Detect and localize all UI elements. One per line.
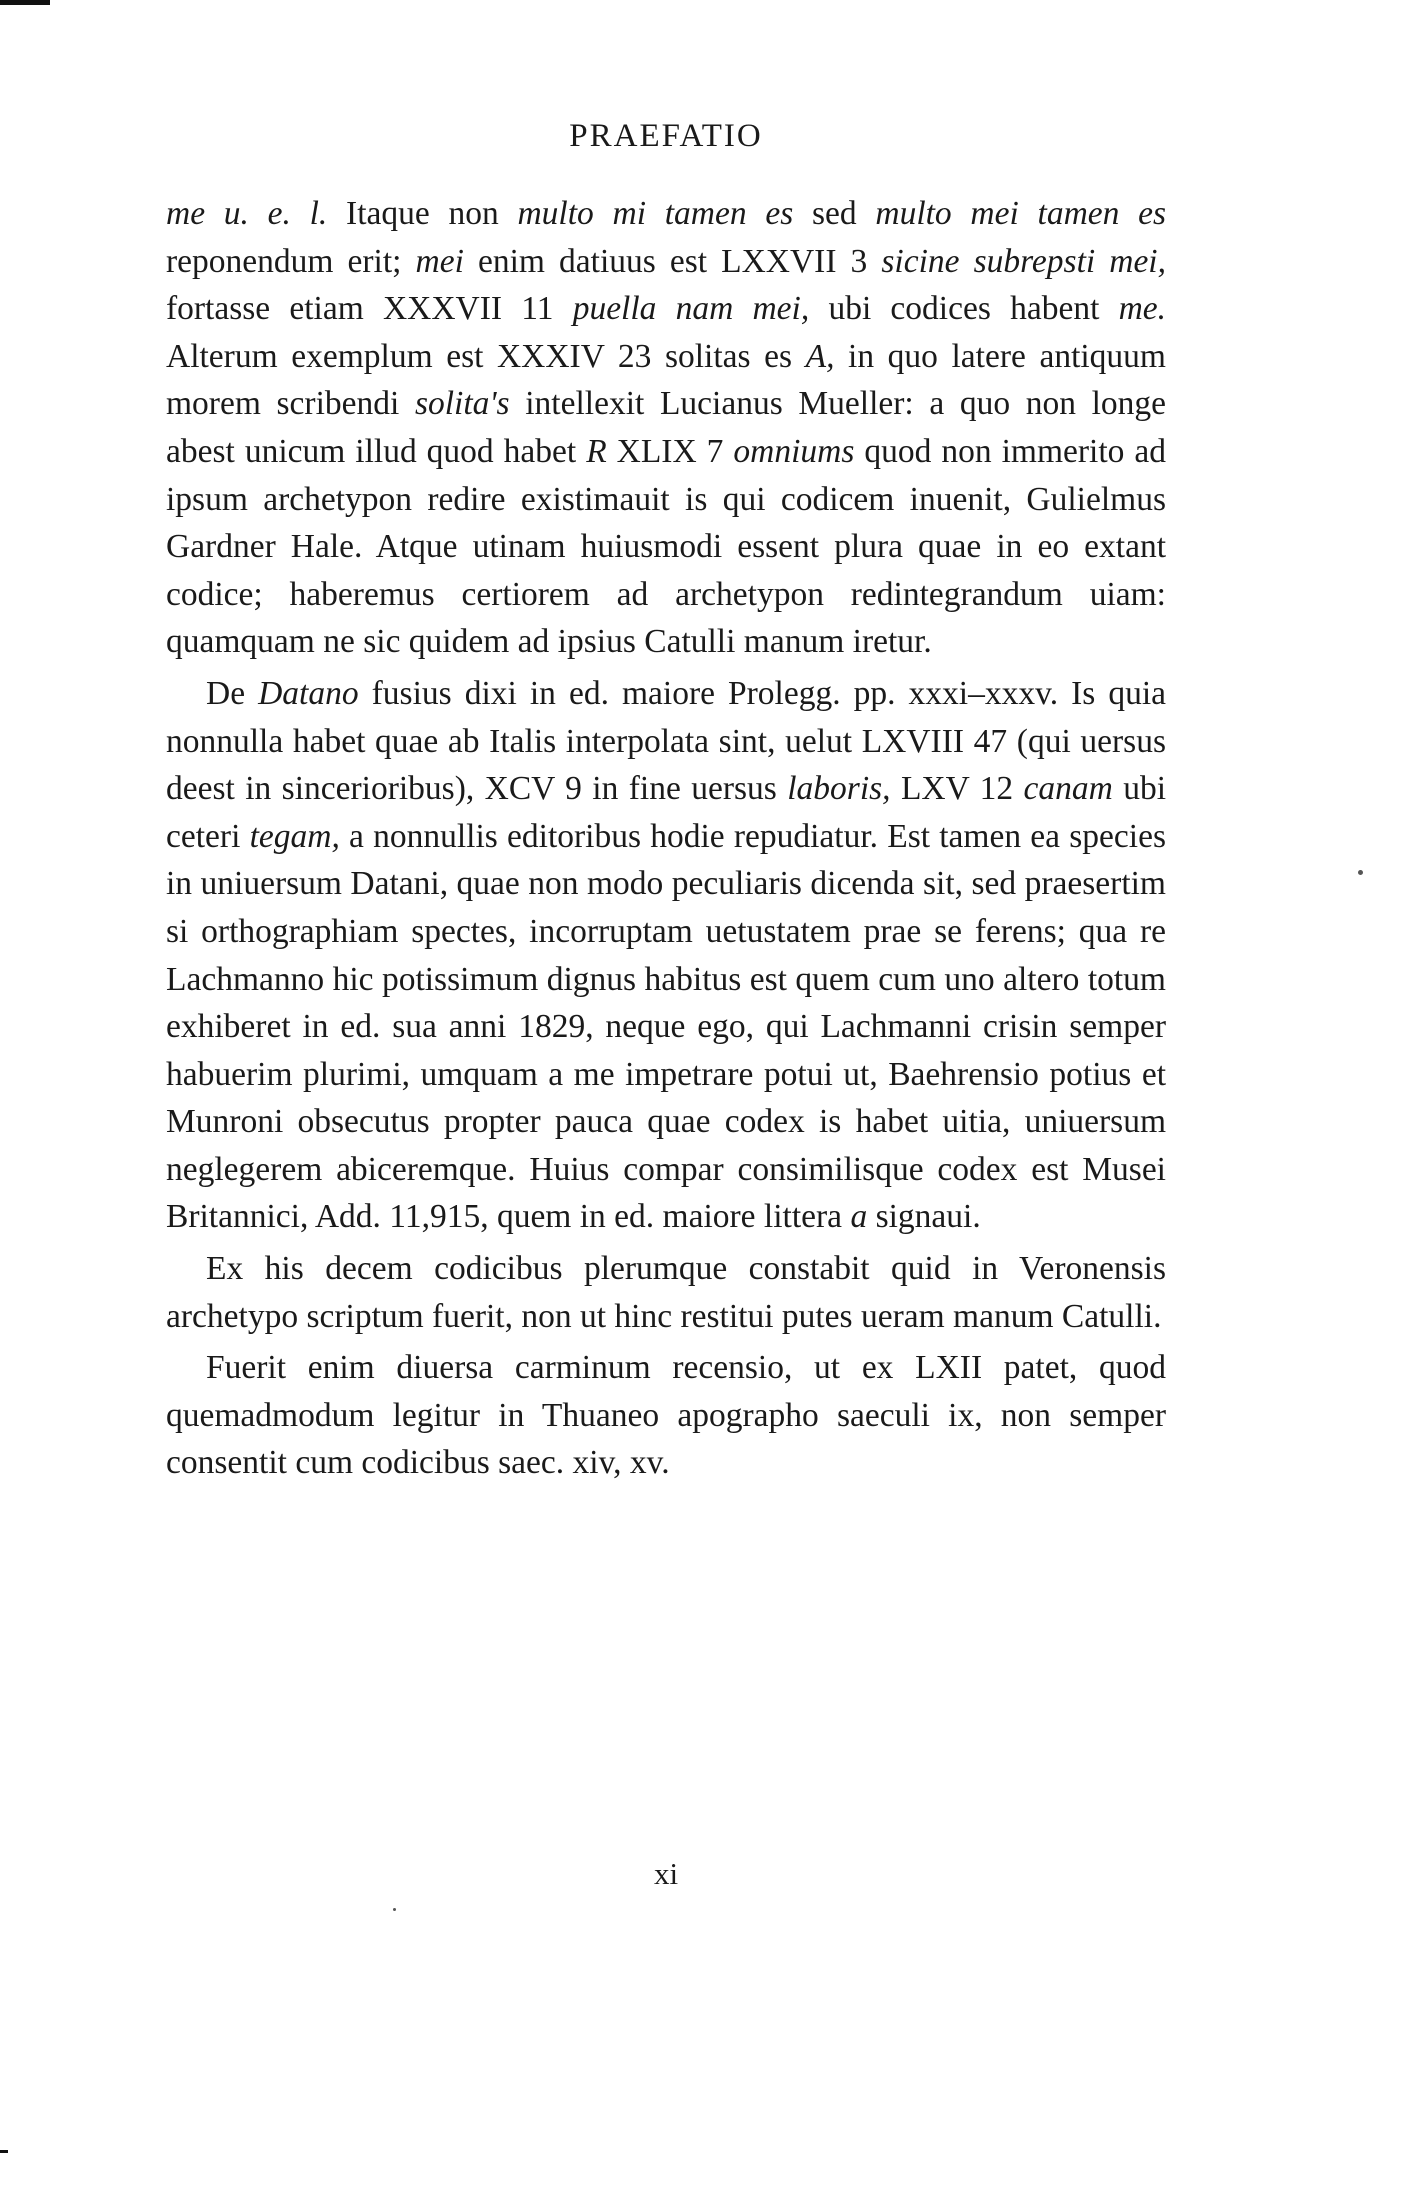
- text-run: quod non immerito ad ipsum archetypon redire existimauit is qui codicem inuenit, Gulielmus Gardner Hale. Atque utinam huiusmodi essent plura quae in eo extant codice; haberemus certiorem ad archetypon redintegrandum uiam: quamquam ne sic quidem ad ipsius Catulli manum iretur.: [166, 432, 1166, 661]
- paragraph-3: Ex his decem codicibus plerumque constabit quid in Veronensis archetypo scriptum fuerit, non ut hinc restitui putes ueram manum Catulli.: [166, 1250, 1166, 1335]
- text-run: Itaque non: [327, 195, 518, 232]
- paragraph-2: [166, 670, 1166, 1241]
- italic-text: solita's: [414, 385, 510, 423]
- paragraph-1: [166, 190, 1166, 666]
- italic-text: Datano: [258, 674, 359, 712]
- italic-text: mei: [415, 242, 464, 280]
- italic-text: canam: [1023, 770, 1113, 808]
- text-run: a nonnullis editoribus hodie repudiatur. Est tamen ea species in uniuersum Datani, quae non modo peculiaris dicenda sit, sed praesertim si orthographiam spectes, incorruptam uetustatem prae se ferens; qua re Lachmanno hic potissimum dignus habitus est quem cum uno altero totum exhiberet in ed. sua anni 1829, neque ego, qui Lachmanni crisin semper habuerim plurimi, umquam a me impetrare potui ut, Baehrensio potius et Munroni obsecutus propter pauca quae codex is habet uitia, uniuersum neglegerem abiceremque. Huius compar consimilisque codex est Musei Britannici, Add. 11,915, quem in ed. maiore littera: [166, 817, 1166, 1236]
- italic-text: tegam,: [249, 817, 340, 855]
- text-run: De: [206, 674, 259, 712]
- text-run: LXV 12: [890, 770, 1024, 808]
- text-run: reponendum erit;: [166, 242, 416, 280]
- italic-text: R: [586, 432, 607, 470]
- italic-text: me.: [1118, 290, 1166, 328]
- italic-text: a: [850, 1198, 868, 1236]
- scan-speck: [1358, 870, 1363, 875]
- italic-text: laboris,: [787, 770, 891, 808]
- paragraph-4: Fuerit enim diuersa carminum recensio, ut ex LXII patet, quod quemadmodum legitur in Thuaneo apographo saeculi ix, non semper consentit cum codicibus saec. xiv, xv.: [166, 1349, 1166, 1482]
- text-run: fortasse etiam XXXVII 11: [166, 290, 573, 328]
- italic-text: sicine subrepsti mei,: [881, 242, 1166, 280]
- italic-text: omniums: [733, 432, 855, 470]
- text-run: intellexit Lucianus Mueller: a quo non longe abest unicum illud quod habet: [166, 385, 1166, 470]
- text-run: signaui.: [867, 1198, 981, 1236]
- italic-text: me u. e. l.: [166, 195, 328, 232]
- italic-text: puella nam mei,: [572, 290, 810, 328]
- text-run: XLIX 7: [606, 432, 734, 470]
- italic-text: multo mei tamen es: [875, 195, 1167, 232]
- scan-speck: [393, 1908, 396, 1911]
- text-run: fusius dixi in ed. maiore Prolegg. pp. xxxi–xxxv. Is quia nonnulla habet quae ab Italis interpolata sint, uelut LXVIII 47 (qui uersus deest in sincerioribus), XCV 9 in fine uersus: [166, 674, 1167, 808]
- page-body: [166, 190, 1166, 1491]
- scan-edge-mark: [0, 0, 50, 5]
- text-run: Alterum exemplum est XXXIV 23 solitas es: [166, 337, 806, 375]
- text-run: ubi codices habent: [809, 290, 1119, 328]
- text-run: in quo latere antiquum morem scribendi: [166, 337, 1166, 423]
- italic-text: A,: [805, 337, 835, 375]
- text-run: enim datiuus est LXXVII 3: [463, 242, 882, 280]
- running-header: PRAEFATIO: [569, 118, 763, 154]
- italic-text: multo mi tamen es: [517, 195, 794, 232]
- text-run: sed: [793, 195, 876, 232]
- page-number: xi: [653, 1856, 679, 1891]
- text-run: ubi ceteri: [166, 770, 1167, 855]
- scan-edge-mark: [0, 2150, 8, 2153]
